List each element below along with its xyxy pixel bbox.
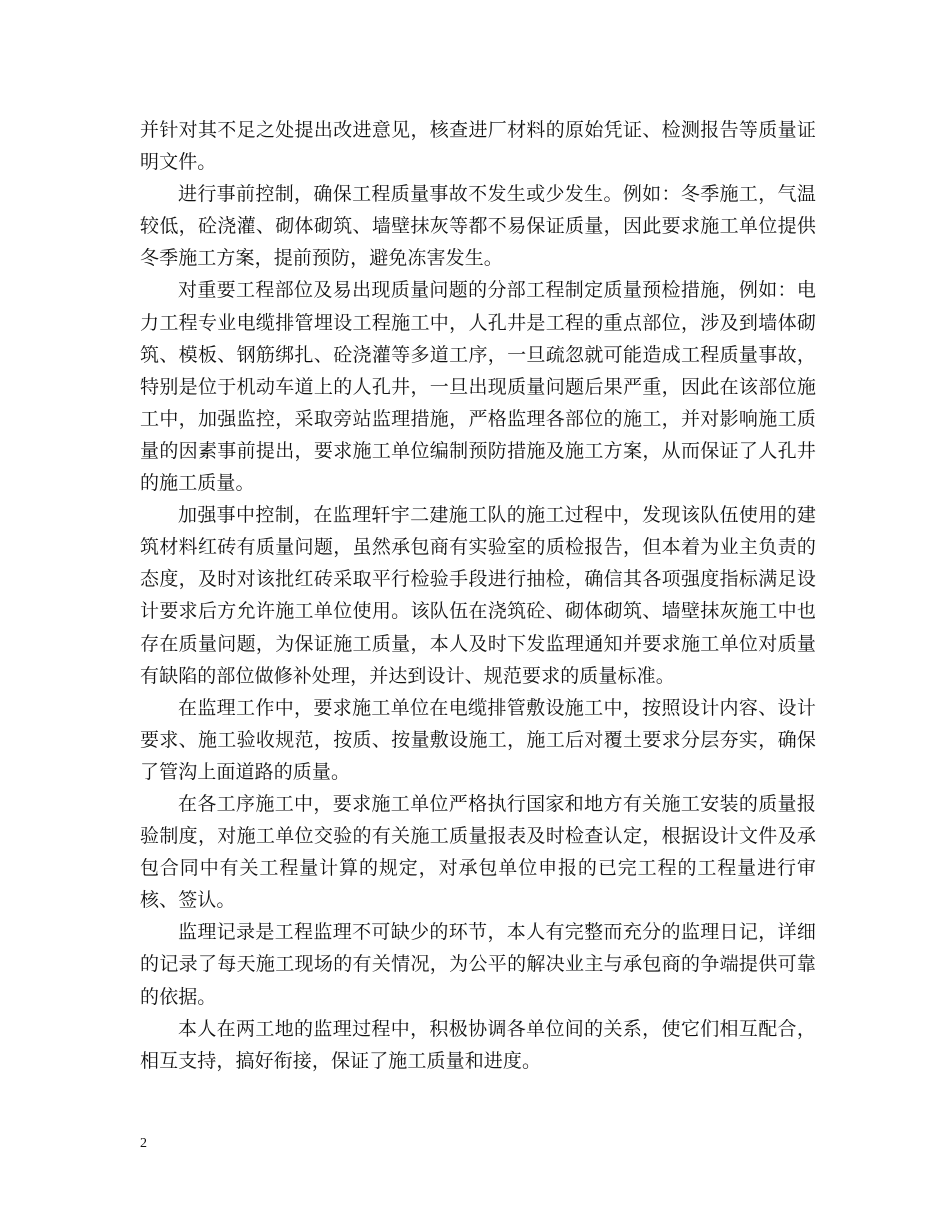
paragraph: 加强事中控制，在监理轩宇二建施工队的施工过程中，发现该队伍使用的建筑材料红砖有质量问题，虽然承包商有实验室的质检报告，但本着为业主负责的态度，及时对该批红砖采取平行检验手段进行抽检，确信其各项强度指标满足设计要求后方允许施工单位使用。该队伍在浇筑砼、砌体砌筑、墙壁抹灰施工中也存在质量问题，为保证施工质量，本人及时下发监理通知并要求施工单位对质量有缺陷的部位做修补处理，并达到设计、规范要求的质量标准。 (140, 504, 816, 687)
paragraph: 进行事前控制，确保工程质量事故不发生或少发生。例如：冬季施工，气温较低，砼浇灌、砌体砌筑、墙壁抹灰等都不易保证质量，因此要求施工单位提供冬季施工方案，提前预防，避免冻害发生。 (140, 183, 816, 270)
paragraph: 本人在两工地的监理过程中，积极协调各单位间的关系，使它们相互配合，相互支持，搞好衔接，保证了施工质量和进度。 (140, 1017, 816, 1072)
page-number: 2 (140, 1136, 147, 1151)
paragraph: 对重要工程部位及易出现质量问题的分部工程制定质量预检措施，例如：电力工程专业电缆排管埋设工程施工中，人孔井是工程的重点部位，涉及到墙体砌筑、模板、钢筋绑扎、砼浇灌等多道工序，一旦疏忽就可能造成工程质量事故，特别是位于机动车道上的人孔井，一旦出现质量问题后果严重，因此在该部位施工中，加强监控，采取旁站监理措施，严格监理各部位的施工，并对影响施工质量的因素事前提出，要求施工单位编制预防措施及施工方案，从而保证了人孔井的施工质量。 (140, 279, 816, 495)
paragraph: 在监理工作中，要求施工单位在电缆排管敷设施工中，按照设计内容、设计要求、施工验收规范，按质、按量敷设施工，施工后对覆土要求分层夯实，确保了管沟上面道路的质量。 (140, 696, 816, 783)
paragraph: 在各工序施工中，要求施工单位严格执行国家和地方有关施工安装的质量报验制度，对施工单位交验的有关施工质量报表及时检查认定，根据设计文件及承包合同中有关工程量计算的规定，对承包单位申报的已完工程的工程量进行审核、签认。 (140, 792, 816, 912)
body-text (140, 114, 816, 1077)
paragraph: 监理记录是工程监理不可缺少的环节，本人有完整而充分的监理日记，详细的记录了每天施工现场的有关情况，为公平的解决业主与承包商的争端提供可靠的依据。 (140, 921, 816, 1008)
paragraph: 并针对其不足之处提出改进意见，核查进厂材料的原始凭证、检测报告等质量证明文件。 (140, 119, 816, 174)
